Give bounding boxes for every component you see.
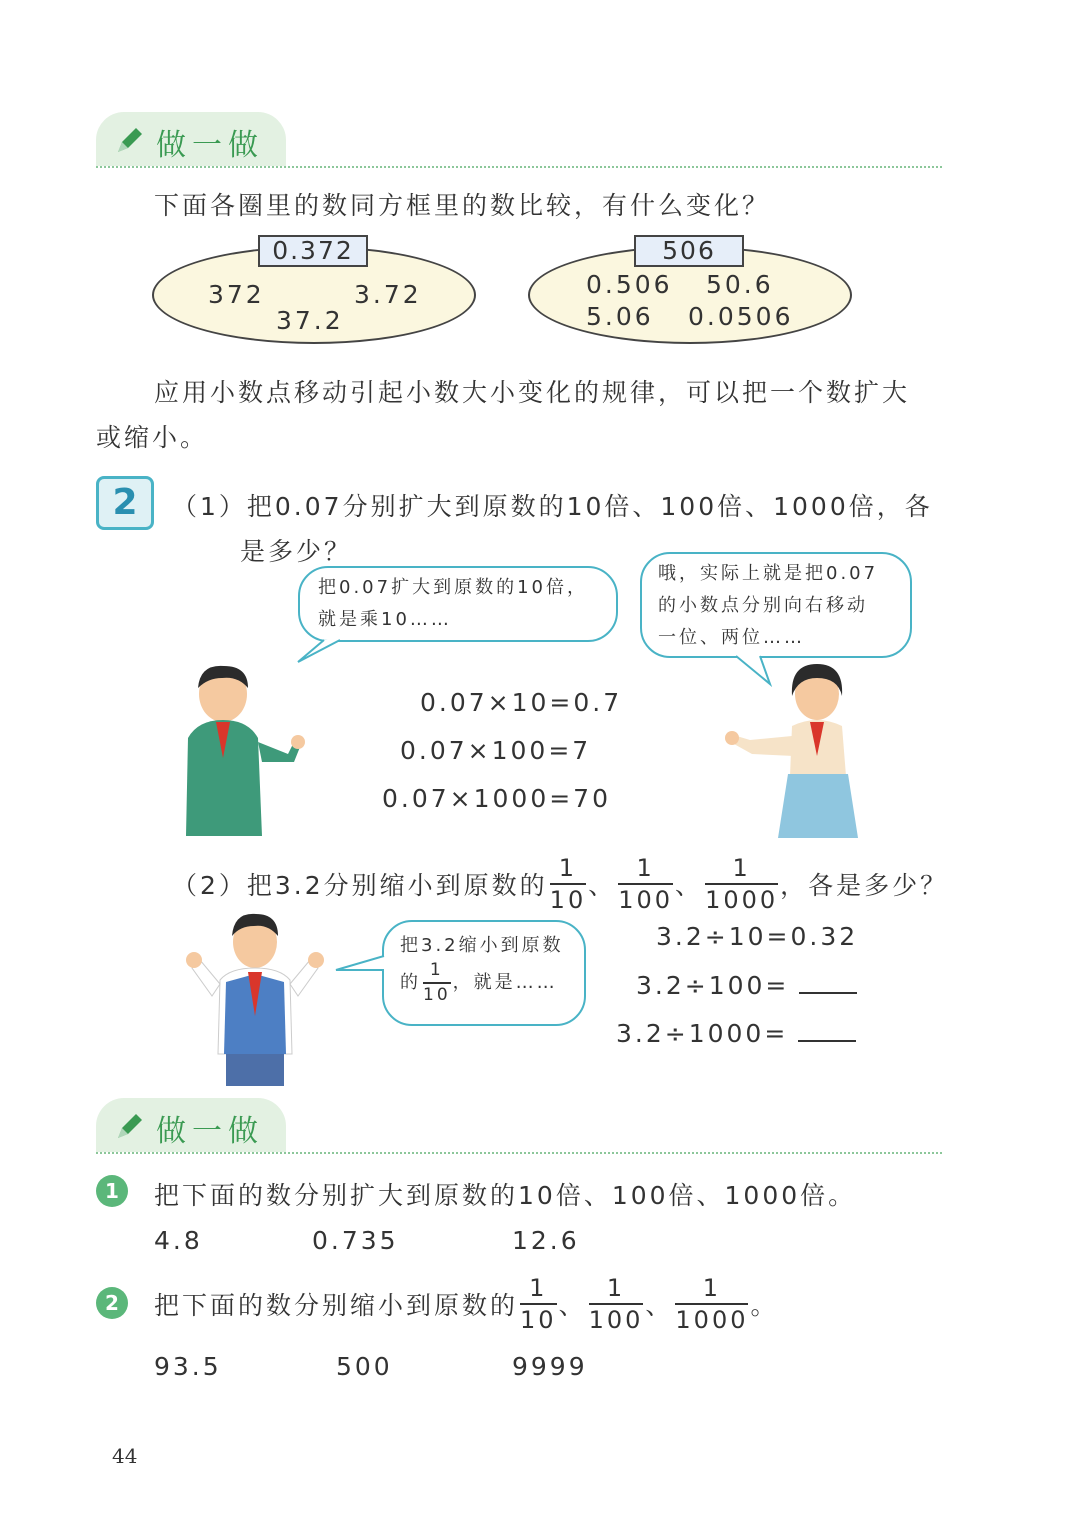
part1-question-line1: （1）把0.07分别扩大到原数的10倍、100倍、1000倍，各 xyxy=(172,492,933,521)
equation: 0.07×1000=70 xyxy=(382,784,611,813)
pencil-icon xyxy=(114,1110,146,1142)
do-it-label: 做一做 xyxy=(156,128,264,163)
boy-illustration xyxy=(178,658,308,838)
bubble-line: 就是乘10…… xyxy=(318,609,452,630)
fraction: $\frac{1}{100}$ xyxy=(618,854,674,914)
exercise-value: 9999 xyxy=(512,1352,588,1381)
fraction: $\frac{1}{1000}$ xyxy=(705,854,779,914)
exercise-value: 12.6 xyxy=(512,1226,580,1255)
bubble-line: 的 $\frac{1}{10}$ ，就是…… xyxy=(400,960,558,1005)
exercise-number-badge: 1 xyxy=(96,1175,128,1207)
bubble-line: 的小数点分别向右移动 xyxy=(658,595,868,616)
exercise-value: 4.8 xyxy=(154,1226,203,1255)
circle-number: 372 xyxy=(208,280,265,309)
equation: 0.07×10=0.7 xyxy=(420,688,623,717)
exercise-value: 0.735 xyxy=(312,1226,399,1255)
question-text: 下面各圈里的数同方框里的数比较，有什么变化？ xyxy=(154,191,771,220)
fraction: $\frac{1}{100}$ xyxy=(588,1274,644,1334)
exercise2-text: 把下面的数分别缩小到原数的 $\frac{1}{10}$ 、 $\frac{1}{100}$ 、 $\frac{1}{1000}$ 。 xyxy=(154,1274,779,1334)
exercise-value: 93.5 xyxy=(154,1352,222,1381)
do-it-tag xyxy=(96,1098,286,1152)
boy-vest-illustration xyxy=(180,904,330,1086)
exercise-value: 500 xyxy=(336,1352,393,1381)
exercise-number-badge: 2 xyxy=(96,1287,128,1319)
do-it-tag xyxy=(96,112,286,166)
equation: 3.2÷1000= xyxy=(616,1018,856,1048)
bubble-line: 一位、两位…… xyxy=(658,627,805,648)
circle-number: 0.0506 xyxy=(688,302,794,331)
fraction: $\frac{1}{10}$ xyxy=(423,960,451,1005)
girl-illustration xyxy=(722,656,862,840)
circle-number: 5.06 xyxy=(586,302,654,331)
page-number: 44 xyxy=(112,1444,138,1468)
rule-text-line2: 或缩小。 xyxy=(96,423,209,452)
circle-number: 3.72 xyxy=(354,280,422,309)
number-box: 0.372 xyxy=(258,235,368,267)
number-box: 506 xyxy=(634,235,744,267)
pencil-icon xyxy=(114,124,146,156)
answer-blank[interactable] xyxy=(798,1018,856,1042)
equation: 3.2÷10=0.32 xyxy=(656,922,859,951)
exercise1-text: 把下面的数分别扩大到原数的10倍、100倍、1000倍。 xyxy=(154,1181,857,1210)
example-number-badge: 2 xyxy=(96,476,154,530)
bubble-line: 把3.2缩小到原数 xyxy=(400,935,564,956)
boy-speech-bubble-2 xyxy=(382,920,586,1026)
girl-speech-bubble xyxy=(640,552,912,658)
circle-number: 0.506 xyxy=(586,270,673,299)
circle-number: 37.2 xyxy=(276,306,344,335)
do-it-label: 做一做 xyxy=(156,1114,264,1149)
part1-question-line2: 是多少？ xyxy=(240,537,353,566)
bubble-tail xyxy=(334,950,386,978)
equation: 3.2÷100= xyxy=(636,970,857,1000)
part2-question: （2）把3.2分别缩小到原数的 $\frac{1}{10}$ 、 $\frac{1}{100}$ 、 $\frac{1}{1000}$ ，各是多少？ xyxy=(172,854,949,914)
fraction: $\frac{1}{10}$ xyxy=(520,1274,557,1334)
circle-number: 50.6 xyxy=(706,270,774,299)
fraction: $\frac{1}{1000}$ xyxy=(675,1274,749,1334)
bubble-line: 把0.07扩大到原数的10倍， xyxy=(318,577,588,598)
bubble-line: 哦，实际上就是把0.07 xyxy=(658,563,879,584)
rule-text-line1: 应用小数点移动引起小数大小变化的规律，可以把一个数扩大 xyxy=(154,378,911,407)
part2-prefix: （2）把3.2分别缩小到原数的 xyxy=(172,871,548,900)
answer-blank[interactable] xyxy=(799,970,857,994)
divider xyxy=(96,1152,942,1154)
equation: 0.07×100=7 xyxy=(400,736,592,765)
fraction: $\frac{1}{10}$ xyxy=(549,854,587,914)
part2-suffix: ，各是多少？ xyxy=(780,871,949,900)
boy-speech-bubble xyxy=(298,566,618,642)
divider xyxy=(96,166,942,168)
